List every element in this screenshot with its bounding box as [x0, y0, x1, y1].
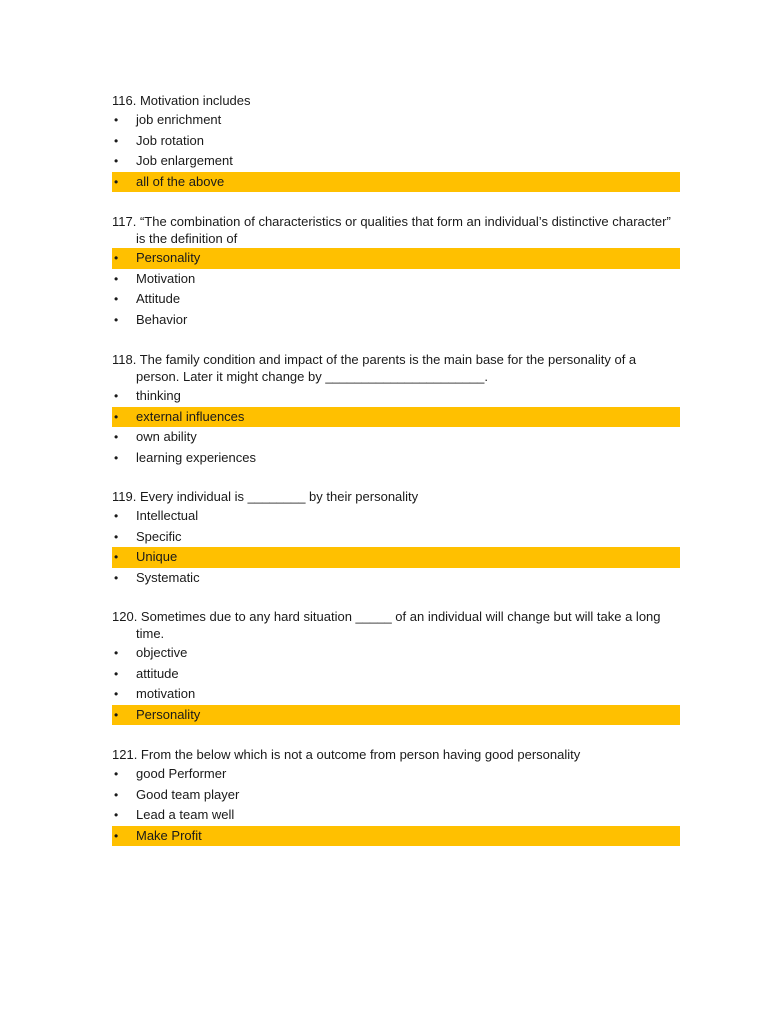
- question-119: [112, 488, 680, 588]
- bullet-icon: •: [114, 687, 119, 702]
- option-label: Personality: [136, 250, 201, 265]
- option-item: [112, 805, 680, 826]
- option-label: all of the above: [136, 173, 225, 189]
- bullet-icon: •: [114, 251, 119, 265]
- bullet-icon: •: [114, 154, 119, 169]
- option-item: [112, 785, 680, 806]
- bullet-icon: •: [114, 787, 119, 802]
- option-label: Specific: [136, 528, 182, 544]
- option-label: own ability: [136, 429, 197, 445]
- option-label: learning experiences: [136, 449, 256, 465]
- option-label: Make Profit: [136, 827, 202, 843]
- bullet-icon: •: [114, 133, 119, 148]
- option-label: Systematic: [136, 569, 200, 585]
- bullet-icon: •: [114, 430, 119, 445]
- bullet-icon: •: [114, 707, 119, 722]
- question-text: 118. The family condition and impact of the parents is the main base for the personality of a person. Later it might change by ______________________.: [112, 352, 637, 384]
- option-label: Motivation: [136, 270, 196, 286]
- option-item: [112, 568, 680, 589]
- option-list: [112, 248, 680, 330]
- option-label: Job enlargement: [136, 153, 233, 169]
- option-list: [112, 764, 680, 846]
- option-label: good Performer: [136, 766, 227, 781]
- option-item: [112, 527, 680, 548]
- bullet-icon: •: [114, 174, 119, 189]
- option-label: external influences: [136, 408, 245, 424]
- bullet-icon: •: [114, 550, 119, 565]
- option-list: [112, 110, 680, 192]
- option-label: objective: [136, 645, 188, 660]
- bullet-icon: •: [114, 409, 119, 424]
- option-item: [112, 289, 680, 310]
- option-item: [112, 427, 680, 448]
- bullet-icon: •: [114, 113, 119, 127]
- question-text: 120. Sometimes due to any hard situation _____ of an individual will change but will take a long time.: [112, 609, 661, 641]
- question-117: [112, 213, 680, 330]
- option-item-correct: [112, 826, 680, 847]
- bullet-icon: •: [114, 767, 119, 781]
- bullet-icon: •: [114, 646, 119, 660]
- option-item: [112, 684, 680, 705]
- option-list: [112, 386, 680, 468]
- option-item: [112, 269, 680, 290]
- question-text: 117. “The combination of characteristics or qualities that form an individual’s distinctive character” is the definition of: [112, 214, 671, 246]
- option-item: [112, 643, 680, 664]
- bullet-icon: •: [114, 271, 119, 286]
- question-text: 116. Motivation includes: [112, 93, 251, 108]
- bullet-icon: •: [114, 292, 119, 307]
- option-item-correct: [112, 172, 680, 193]
- option-item: [112, 110, 680, 131]
- question-118: [112, 351, 680, 468]
- question-text: 121. From the below which is not a outcome from person having good personality: [112, 747, 581, 762]
- option-label: Intellectual: [136, 508, 199, 523]
- option-item-correct: [112, 547, 680, 568]
- bullet-icon: •: [114, 312, 119, 327]
- option-item: [112, 506, 680, 527]
- option-item-correct: [112, 248, 680, 269]
- option-item: [112, 764, 680, 785]
- bullet-icon: •: [114, 529, 119, 544]
- bullet-icon: •: [114, 509, 119, 523]
- option-label: Lead a team well: [136, 807, 235, 823]
- option-item-correct: [112, 407, 680, 428]
- option-item: [112, 310, 680, 331]
- option-label: motivation: [136, 686, 196, 702]
- question-120: [112, 608, 680, 725]
- bullet-icon: •: [114, 450, 119, 465]
- option-item: [112, 664, 680, 685]
- bullet-icon: •: [114, 666, 119, 681]
- option-list: [112, 506, 680, 588]
- bullet-icon: •: [114, 389, 119, 403]
- question-116: [112, 92, 680, 192]
- option-list: [112, 643, 680, 725]
- option-item: [112, 448, 680, 469]
- option-item-correct: [112, 705, 680, 726]
- bullet-icon: •: [114, 570, 119, 585]
- option-label: attitude: [136, 665, 179, 681]
- option-label: Good team player: [136, 786, 240, 802]
- bullet-icon: •: [114, 828, 119, 843]
- option-label: Personality: [136, 706, 201, 722]
- question-text: 119. Every individual is ________ by their personality: [112, 489, 419, 504]
- option-label: Job rotation: [136, 132, 204, 148]
- option-label: Unique: [136, 549, 178, 565]
- bullet-icon: •: [114, 808, 119, 823]
- option-label: job enrichment: [136, 112, 222, 127]
- option-item: [112, 386, 680, 407]
- option-label: thinking: [136, 388, 181, 403]
- option-item: [112, 131, 680, 152]
- option-item: [112, 151, 680, 172]
- question-121: [112, 746, 680, 846]
- option-label: Attitude: [136, 291, 181, 307]
- option-label: Behavior: [136, 311, 188, 327]
